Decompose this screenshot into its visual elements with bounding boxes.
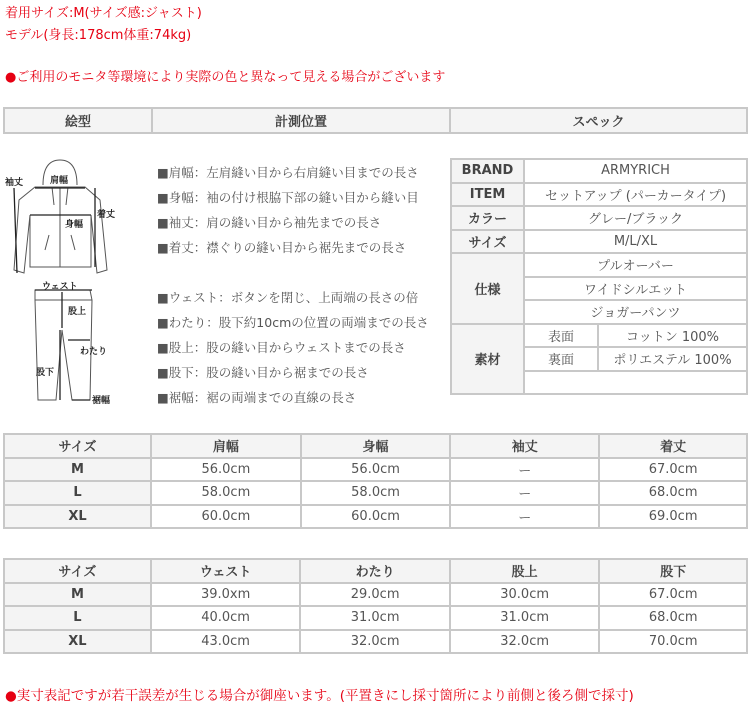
size-label: M xyxy=(4,583,151,607)
cell: ー xyxy=(450,481,599,505)
cell: 30.0cm xyxy=(450,583,600,607)
cell: 32.0cm xyxy=(450,630,600,654)
table-row xyxy=(4,481,747,505)
measure-rise: ■股上：股の縫い目からウェストまでの長さ xyxy=(157,340,406,355)
table-row xyxy=(4,505,747,529)
cell: 29.0cm xyxy=(300,583,450,607)
cell: 43.0cm xyxy=(151,630,301,654)
cell: ー xyxy=(450,458,599,482)
label-thigh: わたり xyxy=(80,347,108,357)
table-row xyxy=(4,583,747,607)
col-header: サイズ xyxy=(4,434,151,458)
spec-feature: ワイドシルエット xyxy=(524,277,747,301)
label-hem: 裾幅 xyxy=(92,396,111,406)
header-illustration: 絵型 xyxy=(4,108,152,133)
cell: ー xyxy=(450,505,599,529)
cell: 67.0cm xyxy=(599,583,747,607)
label-length: 着丈 xyxy=(97,210,115,220)
top-size-table xyxy=(3,433,748,529)
cell: 31.0cm xyxy=(300,606,450,630)
wearing-size-note: 着用サイズ:M(サイズ感:ジャスト) xyxy=(5,6,202,21)
cell: 60.0cm xyxy=(151,505,301,529)
spec-item-value: セットアップ (パーカータイプ) xyxy=(524,183,747,207)
size-label: M xyxy=(4,458,151,482)
cell: 68.0cm xyxy=(599,481,747,505)
cell: 31.0cm xyxy=(450,606,600,630)
measure-length: ■着丈：襟ぐりの縫い目から裾先までの長さ xyxy=(157,240,407,255)
col-header: サイズ xyxy=(4,559,151,583)
cell: 60.0cm xyxy=(301,505,451,529)
pants-illustration xyxy=(30,280,120,410)
footer-notice: ●実寸表記ですが若干誤差が生じる場合が御座います。(平置きにし採寸箇所により前側と後ろ側で採寸) xyxy=(5,688,634,704)
spec-item-label: ITEM xyxy=(451,183,524,207)
cell: 70.0cm xyxy=(599,630,747,654)
spec-color-value: グレー/ブラック xyxy=(524,206,747,230)
bottom-size-table xyxy=(3,558,748,654)
label-inseam: 股下 xyxy=(36,368,55,378)
measure-inseam: ■股下：股の縫い目から裾までの長さ xyxy=(157,365,369,380)
size-label: XL xyxy=(4,505,151,529)
color-notice: ●ご利用のモニタ等環境により実際の色と異なって見える場合がございます xyxy=(5,70,446,85)
table-row xyxy=(4,606,747,630)
cell: 56.0cm xyxy=(151,458,301,482)
size-label: L xyxy=(4,606,151,630)
header-spec: スペック xyxy=(450,108,747,133)
spec-brand-value: ARMYRICH xyxy=(524,159,747,183)
cell: 68.0cm xyxy=(599,606,747,630)
cell: 67.0cm xyxy=(599,458,747,482)
col-header: 股下 xyxy=(599,559,747,583)
cell: 32.0cm xyxy=(300,630,450,654)
measure-body: ■身幅：袖の付け根脇下部の縫い目から縫い目 xyxy=(157,190,419,205)
spec-features-label: 仕様 xyxy=(451,253,524,324)
spec-material-part: 表面 xyxy=(524,324,598,348)
measure-sleeve: ■袖丈：肩の縫い目から袖先までの長さ xyxy=(157,215,382,230)
col-header: 着丈 xyxy=(599,434,747,458)
col-header: 身幅 xyxy=(301,434,451,458)
section-header-table xyxy=(3,107,748,134)
cell: 56.0cm xyxy=(301,458,451,482)
spec-material-part: 裏面 xyxy=(524,347,598,371)
spec-material-value: コットン 100% xyxy=(598,324,747,348)
spec-brand-label: BRAND xyxy=(451,159,524,183)
cell: 40.0cm xyxy=(151,606,301,630)
spec-material-value: ポリエステル 100% xyxy=(598,347,747,371)
spec-empty-cell xyxy=(524,371,747,395)
col-header: わたり xyxy=(300,559,450,583)
spec-size-label: サイズ xyxy=(451,230,524,254)
table-row xyxy=(4,630,747,654)
spec-material-label: 素材 xyxy=(451,324,524,395)
col-header: 股上 xyxy=(450,559,600,583)
spec-feature: ジョガーパンツ xyxy=(524,300,747,324)
label-waist: ウェスト xyxy=(42,282,78,292)
header-measure-position: 計測位置 xyxy=(152,108,450,133)
col-header: 肩幅 xyxy=(151,434,301,458)
spec-color-label: カラー xyxy=(451,206,524,230)
label-body: 身幅 xyxy=(65,220,84,230)
col-header: 袖丈 xyxy=(450,434,599,458)
measure-thigh: ■わたり：股下約10cmの位置の両端までの長さ xyxy=(157,315,429,330)
label-rise: 股上 xyxy=(68,307,87,317)
label-shoulder: 肩幅 xyxy=(50,176,69,186)
table-row xyxy=(4,458,747,482)
cell: 58.0cm xyxy=(151,481,301,505)
size-label: XL xyxy=(4,630,151,654)
cell: 58.0cm xyxy=(301,481,451,505)
cell: 39.0xm xyxy=(151,583,301,607)
measure-waist: ■ウェスト：ボタンを閉じ、上両端の長さの倍 xyxy=(157,290,419,305)
cell: 69.0cm xyxy=(599,505,747,529)
spec-table xyxy=(450,158,748,395)
jacket-illustration xyxy=(5,155,115,275)
model-note: モデル(身長:178cm体重:74kg) xyxy=(5,28,192,43)
measure-shoulder: ■肩幅：左肩縫い目から右肩縫い目までの長さ xyxy=(157,165,419,180)
measure-hem: ■裾幅：裾の両端までの直線の長さ xyxy=(157,390,357,405)
col-header: ウェスト xyxy=(151,559,301,583)
spec-size-value: M/L/XL xyxy=(524,230,747,254)
label-sleeve: 袖丈 xyxy=(5,178,24,188)
size-label: L xyxy=(4,481,151,505)
spec-feature: プルオーバー xyxy=(524,253,747,277)
